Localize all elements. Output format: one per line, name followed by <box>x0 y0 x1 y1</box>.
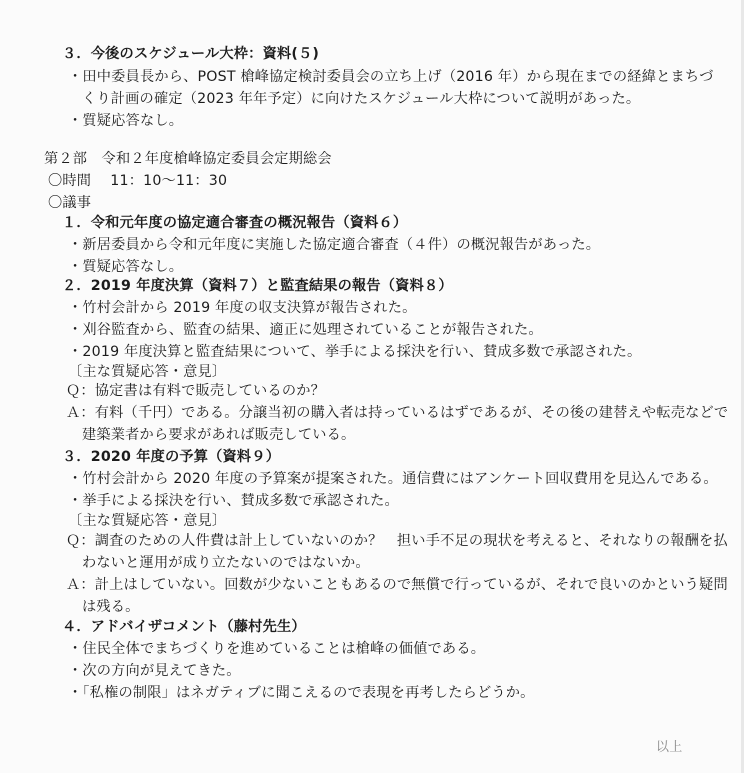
answer-1: Ａ：有料（千円）である。分譲当初の購入者は持っているはずであるが、その後の建替えや転売などで <box>66 405 729 421</box>
agenda-item-3-bullet-1: ・竹村会計から 2020 年度の予算案が提案された。通信費にはアンケート回収費用を見込んである。 <box>68 471 718 487</box>
agenda-item-2-bullet-2: ・刈谷監査から、監査の結果、適正に処理されていることが報告された。 <box>68 322 543 338</box>
answer-2-cont: は残る。 <box>82 599 140 615</box>
agenda-item-4-bullet-3: ・「私権の制限」はネガティブに聞こえるので表現を再考したらどうか。 <box>68 685 535 701</box>
part-2-heading: 第２部 令和２年度槍峰協定委員会定期総会 <box>44 151 332 167</box>
agenda-item-1-bullet-1: ・新居委員から令和元年度に実施した協定適合審査（４件）の概況報告があった。 <box>68 237 601 253</box>
section-3-bullet-1: ・田中委員長から、POST 槍峰協定検討委員会の立ち上げ（2016 年）から現在までの経緯とまちづ <box>68 69 714 85</box>
qa-label-2: 〔主な質疑応答・意見〕 <box>68 513 227 529</box>
agenda-item-2-bullet-3: ・2019 年度決算と監査結果について、挙手による採決を行い、賛成多数で承認された。 <box>68 344 642 360</box>
agenda-item-2-heading: ２．2019 年度決算（資料７）と監査結果の報告（資料８） <box>62 278 453 294</box>
question-2: Ｑ：調査のための人件費は計上していないのか？ 担い手不足の現状を考えると、それなりの報酬を払 <box>66 533 728 549</box>
answer-2: Ａ：計上はしていない。回数が少ないこともあるので無償で行っているが、それで良いのかという疑問 <box>66 577 728 593</box>
section-3-bullet-2: ・質疑応答なし。 <box>68 113 184 129</box>
agenda-item-1-heading: １．令和元年度の協定適合審査の概況報告（資料６） <box>62 215 408 231</box>
agenda-label: 〇議事 <box>48 195 92 211</box>
agenda-item-4-heading: ４．アドバイザコメント（藤村先生） <box>62 619 306 635</box>
agenda-item-2-bullet-1: ・竹村会計から 2019 年度の収支決算が報告された。 <box>68 300 417 316</box>
question-2-cont: わないと運用が成り立たないのではないか。 <box>82 555 370 571</box>
agenda-item-4-bullet-2: ・次の方向が見えてきた。 <box>68 663 241 679</box>
closing-mark: 以上 <box>656 740 683 755</box>
qa-label: 〔主な質疑応答・意見〕 <box>68 364 227 380</box>
time-line: 〇時間 11：10～11：30 <box>48 173 228 189</box>
agenda-item-3-bullet-2: ・挙手による採決を行い、賛成多数で承認された。 <box>68 493 399 509</box>
section-3-heading: ３．今後のスケジュール大枠：資料(５) <box>62 46 320 62</box>
question-1: Ｑ：協定書は有料で販売しているのか？ <box>66 383 325 399</box>
agenda-item-1-bullet-2: ・質疑応答なし。 <box>68 259 184 275</box>
agenda-item-4-bullet-1: ・住民全体でまちづくりを進めていることは槍峰の価値である。 <box>68 641 486 657</box>
section-3-bullet-1-cont: くり計画の確定（2023 年年予定）に向けたスケジュール大枠について説明があった。 <box>82 91 641 107</box>
answer-1-cont: 建築業者から要求があれば販売している。 <box>82 427 356 443</box>
agenda-item-3-heading: ３．2020 年度の予算（資料９） <box>62 449 281 465</box>
